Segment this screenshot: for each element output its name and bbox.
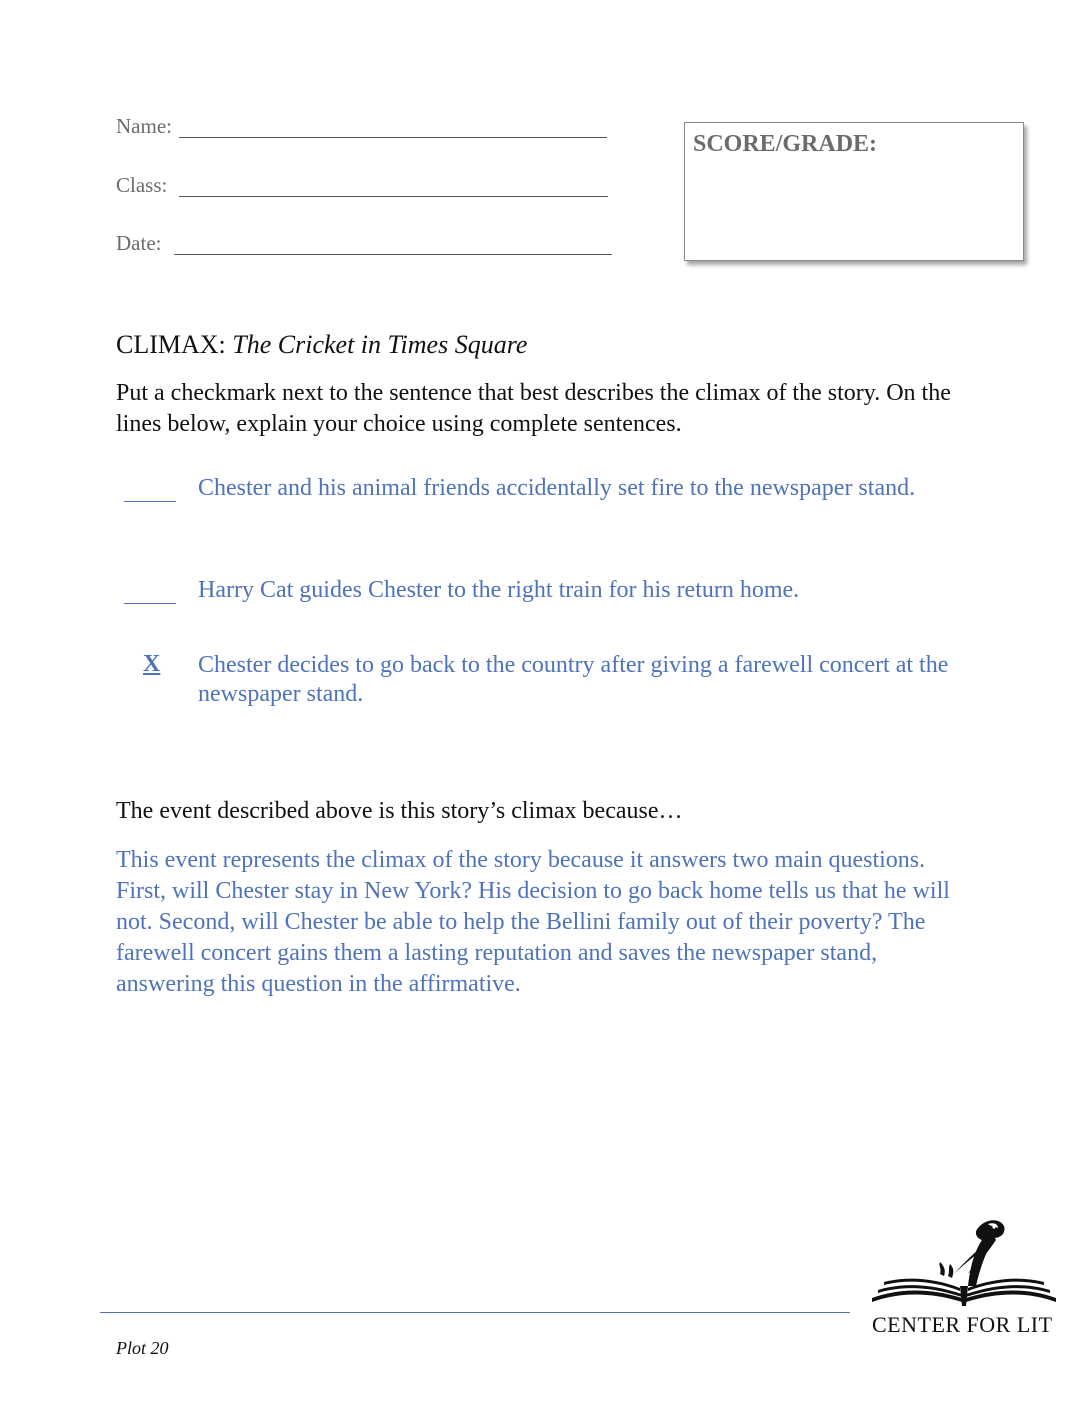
score-box[interactable]	[684, 122, 1024, 261]
instructions: Put a checkmark next to the sentence that best describes the climax of the story. On the lines below, explain your choice using complete sentences.	[116, 380, 951, 437]
pelican-book-logo	[870, 1212, 1060, 1312]
date-line[interactable]	[174, 254, 612, 255]
footer-rule	[100, 1312, 850, 1313]
logo-text: CENTER FOR LIT	[872, 1312, 1053, 1337]
date-label: Date:	[116, 231, 162, 255]
class-label: Class:	[116, 173, 168, 197]
book-title: The Cricket in Times Square	[232, 330, 528, 359]
explanation-prompt: The event described above is this story’s climax because…	[116, 798, 683, 824]
page-label: Plot 20	[116, 1338, 169, 1358]
option-1-text: Chester and his animal friends accidentally set fire to the newspaper stand.	[198, 475, 916, 501]
option-3-text: Chester decides to go back to the country after giving a farewell concert at the newspaper stand.	[198, 652, 949, 707]
option-2-text: Harry Cat guides Chester to the right train for his return home.	[198, 577, 800, 603]
option-1-blank[interactable]	[124, 501, 176, 502]
name-line[interactable]	[179, 137, 607, 138]
explanation-answer[interactable]: This event represents the climax of the story because it answers two main questions. First, will Chester stay in New York? His decision to go back home tells us that he will not. Second, will Chester be able to help the Bellini family out of their poverty? The farewell concert gains them a lasting reputation and saves the newspaper stand, answering this question in the affirmative.	[116, 847, 950, 997]
option-3-checkmark[interactable]: X	[143, 651, 161, 677]
title-prefix: CLIMAX:	[116, 330, 233, 359]
score-label: SCORE/GRADE:	[693, 131, 878, 157]
page-title	[116, 330, 527, 360]
option-2-blank[interactable]	[124, 603, 176, 604]
class-line[interactable]	[179, 196, 608, 197]
name-label: Name:	[116, 114, 172, 138]
